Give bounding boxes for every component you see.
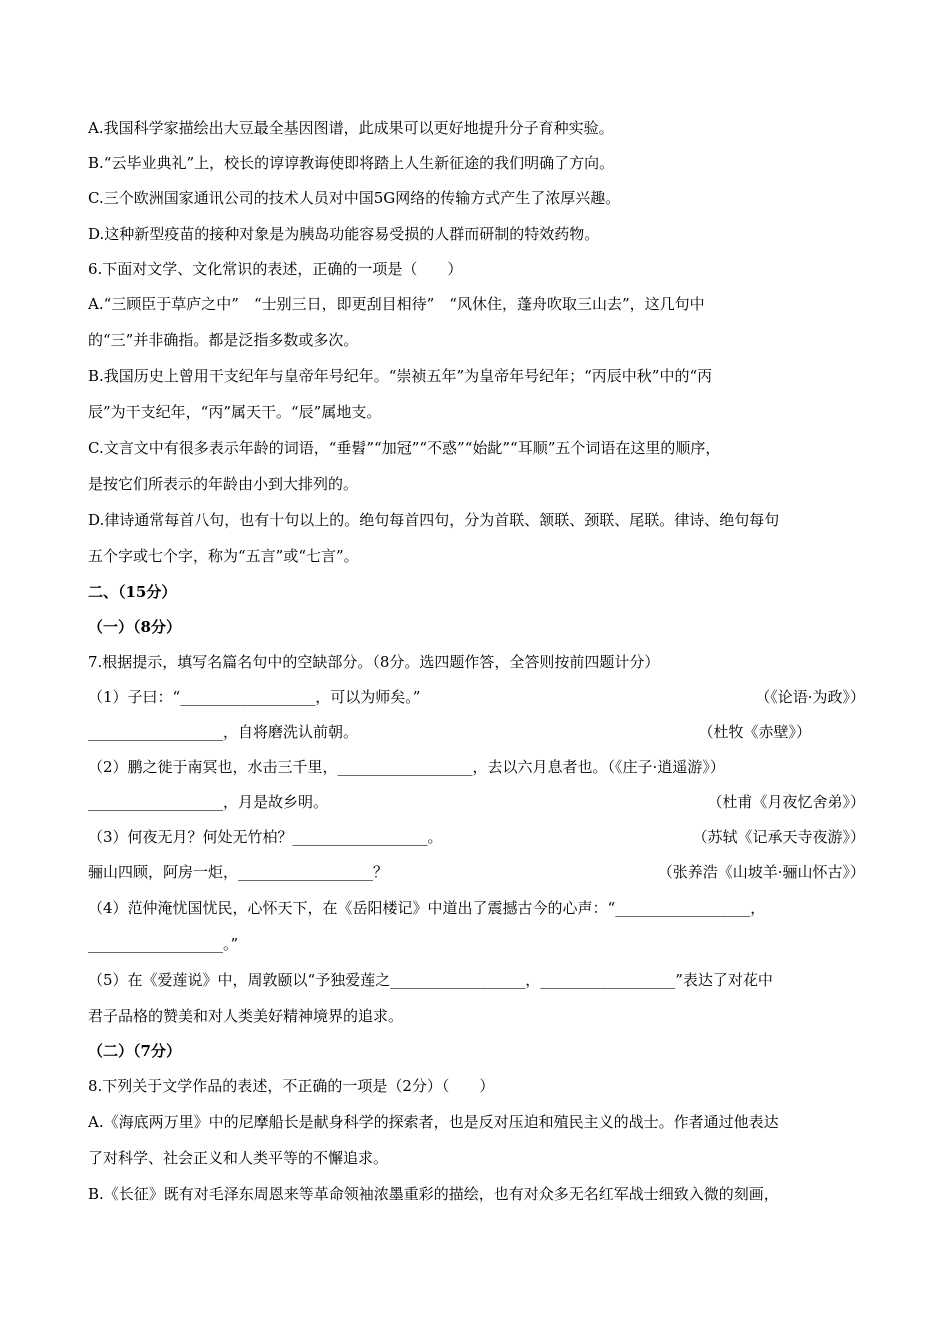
q7-item3-line2 xyxy=(88,862,873,882)
q7-item1-line2-text: __________________，自将磨洗认前朝。 xyxy=(88,723,359,741)
q8-stem: 8.下列关于文学作品的表述，不正确的一项是（2分）（ ） xyxy=(88,1077,495,1095)
q6-stem: 6.下面对文学、文化常识的表述，正确的一项是（ ） xyxy=(88,260,463,278)
q7-item5-line1: （5）在《爱莲说》中，周敦颐以“予独爱莲之__________________，__________________”表达了对花中 xyxy=(88,971,773,989)
q7-item1-line1-source: （《论语·为政》） xyxy=(755,688,865,706)
q5-option-d: D.这种新型疫苗的接种对象是为胰岛功能容易受损的人群而研制的特效药物。 xyxy=(88,225,600,243)
q7-item3-line1 xyxy=(88,827,873,847)
q7-item2-line2-text: __________________，月是故乡明。 xyxy=(88,793,329,811)
q7-item4-line2: __________________。” xyxy=(88,935,239,953)
q6-option-c-line2: 是按它们所表示的年龄由小到大排列的。 xyxy=(88,475,359,493)
q7-item3-line2-source: （张养浩《山坡羊·骊山怀古》） xyxy=(657,863,865,881)
q5-option-a: A.我国科学家描绘出大豆最全基因图谱，此成果可以更好地提升分子育种实验。 xyxy=(88,119,614,137)
part-two-heading: （二）（7分） xyxy=(88,1042,181,1060)
q7-item2-line1: （2）鹏之徙于南冥也，水击三千里，__________________，去以六月息者也。（《庄子·逍遥游》） xyxy=(88,758,725,776)
q7-item2-line2-source: （杜甫《月夜忆舍弟》） xyxy=(707,793,865,811)
q7-item1-line1 xyxy=(88,687,873,707)
q6-option-a-line1: A.“三顾臣于草庐之中” “士别三日，即更刮目相待” “风休住，蓬舟吹取三山去”，这几句中 xyxy=(88,295,705,313)
q7-item5-line2: 君子品格的赞美和对人类美好精神境界的追求。 xyxy=(88,1007,404,1025)
q6-option-d-line1: D.律诗通常每首八句，也有十句以上的。绝句每首四句，分为首联、颔联、颈联、尾联。律诗、绝句每句 xyxy=(88,511,780,529)
q6-option-c-line1: C.文言文中有很多表示年龄的词语，“垂髫”“加冠”“不惑”“始龀”“耳顺”五个词语在这里的顺序， xyxy=(88,439,721,457)
q6-option-d-line2: 五个字或七个字，称为“五言”或“七言”。 xyxy=(88,547,359,565)
q7-item2-line2 xyxy=(88,792,873,812)
q6-option-b-line1: B.我国历史上曾用干支纪年与皇帝年号纪年。“崇祯五年”为皇帝年号纪年；“丙辰中秋”中的“丙 xyxy=(88,367,713,385)
q7-stem: 7.根据提示，填写名篇名句中的空缺部分。（8分。选四题作答，全答则按前四题计分） xyxy=(88,653,660,671)
q7-item1-line1-text: （1）子曰：“__________________，可以为师矣。” xyxy=(88,688,421,706)
q7-item3-line1-text: （3）何夜无月？何处无竹柏？__________________。 xyxy=(88,828,443,846)
q8-option-a-line2: 了对科学、社会正义和人类平等的不懈追求。 xyxy=(88,1149,389,1167)
q8-option-b-line1: B.《长征》既有对毛泽东周恩来等革命领袖浓墨重彩的描绘，也有对众多无名红军战士细致入微的刻画， xyxy=(88,1185,779,1203)
q5-option-b: B.“云毕业典礼”上，校长的谆谆教诲使即将踏上人生新征途的我们明确了方向。 xyxy=(88,154,615,172)
q7-item1-line2-source: （杜牧《赤壁》） xyxy=(698,723,811,741)
q7-item1-line2 xyxy=(88,722,873,742)
q7-item3-line2-text: 骊山四顾，阿房一炬，__________________？ xyxy=(88,863,389,881)
q7-item4-line1: （4）范仲淹忧国忧民，心怀天下，在《岳阳楼记》中道出了震撼古今的心声：“__________________， xyxy=(88,899,766,917)
part-one-heading: （一）（8分） xyxy=(88,618,181,636)
section-heading: 二、（15分） xyxy=(88,583,177,601)
q6-option-b-line2: 辰”为干支纪年，“丙”属天干。“辰”属地支。 xyxy=(88,403,382,421)
q6-option-a-line2: 的“三”并非确指。都是泛指多数或多次。 xyxy=(88,331,359,349)
q7-item3-line1-source: （苏轼《记承天寺夜游》） xyxy=(692,828,865,846)
q8-option-a-line1: A.《海底两万里》中的尼摩船长是献身科学的探索者，也是反对压迫和殖民主义的战士。作者通过他表达 xyxy=(88,1113,779,1131)
q5-option-c: C.三个欧洲国家通讯公司的技术人员对中国5G网络的传输方式产生了浓厚兴趣。 xyxy=(88,189,621,207)
